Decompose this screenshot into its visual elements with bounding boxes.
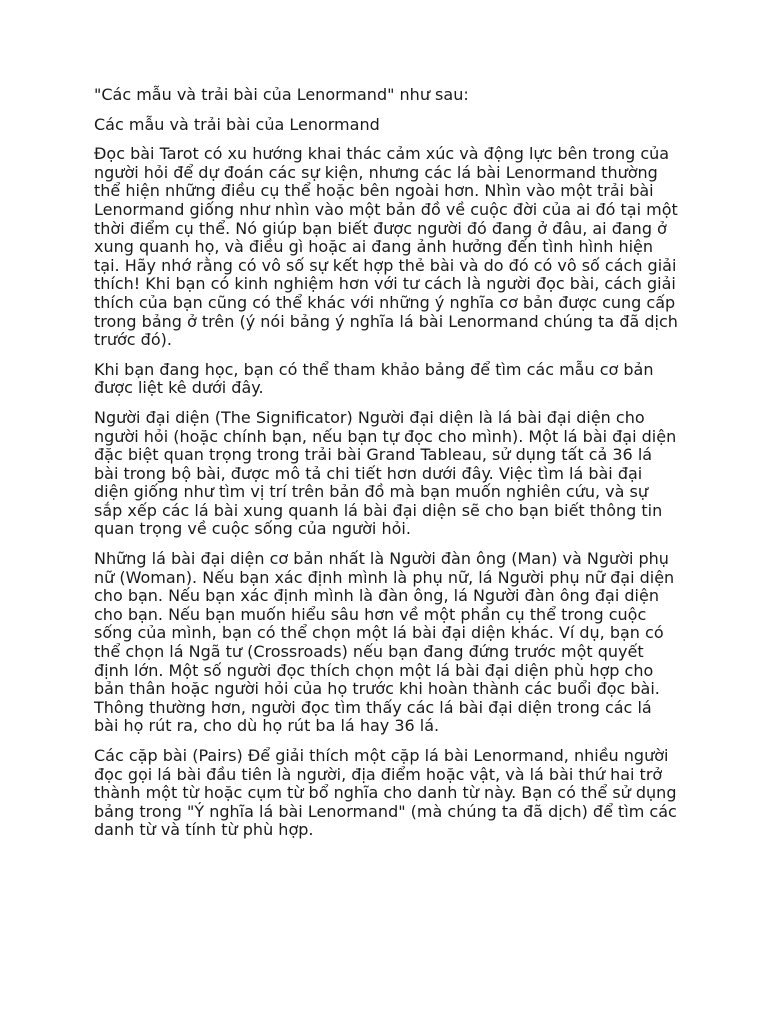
paragraph-basic-significators: Những lá bài đại diện cơ bản nhất là Người đàn ông (Man) và Người phụ nữ (Woman). Nếu bạn xác định mình là phụ nữ, lá Người phụ nữ đại diện cho bạn. Nếu bạn xác định mình là đàn ông, lá Người đàn ông đại diện cho bạn. Nếu bạn muốn hiểu sâu hơn về một phần cụ thể trong cuộc sống của mình, bạn có thể chọn một lá bài đại diện khác. Ví dụ, bạn có thể chọn lá Ngã tư (Crossroads) nếu bạn đang đứng trước một quyết định lớn. Một số người đọc thích chọn một lá bài đại diện phù hợp cho bản thân hoặc người hỏi của họ trước khi hoàn thành các buổi đọc bài. Thông thường hơn, người đọc tìm thấy các lá bài đại diện trong các lá bài họ rút ra, cho dù họ rút ba lá hay 36 lá. — [94, 549, 675, 736]
document-subheading: Các mẫu và trải bài của Lenormand — [94, 114, 380, 134]
document-heading: "Các mẫu và trải bài của Lenormand" như sau: — [94, 85, 469, 104]
paragraph-learning: Khi bạn đang học, bạn có thể tham khảo bảng để tìm các mẫu cơ bản được liệt kê dưới đây. — [94, 359, 654, 398]
paragraph-pairs: Các cặp bài (Pairs) Để giải thích một cặp lá bài Lenormand, nhiều người đọc gọi lá bài đầu tiên là người, địa điểm hoặc vật, và lá bài thứ hai trở thành một từ hoặc cụm từ bổ nghĩa cho danh từ này. Bạn có thể sử dụng bảng trong "Ý nghĩa lá bài Lenormand" (mà chúng ta đã dịch) để tìm các danh từ và tính từ phù hợp. — [94, 746, 677, 840]
paragraph-significator: Người đại diện (The Significator) Người đại diện là lá bài đại diện cho người hỏi (hoặc chính bạn, nếu bạn tự đọc cho mình). Một lá bài đại diện đặc biệt quan trọng trong trải bài Grand Tableau, sử dụng tất cả 36 lá bài trong bộ bài, được mô tả chi tiết hơn dưới đây. Việc tìm lá bài đại diện giống như tìm vị trí trên bản đồ mà bạn muốn nghiên cứu, và sự sắp xếp các lá bài xung quanh lá bài đại diện sẽ cho bạn biết thông tin quan trọng về cuộc sống của người hỏi. — [94, 407, 677, 539]
document-page — [94, 86, 680, 851]
paragraph-intro: Đọc bài Tarot có xu hướng khai thác cảm xúc và động lực bên trong của người hỏi để dự đoán các sự kiện, nhưng các lá bài Lenormand thường thể hiện những điều cụ thể hoặc bên ngoài hơn. Nhìn vào một trải bài Lenormand giống như nhìn vào một bản đồ về cuộc đời của ai đó tại một thời điểm cụ thể. Nó giúp bạn biết được người đó đang ở đâu, ai đang ở xung quanh họ, và điều gì hoặc ai đang ảnh hưởng đến tình hình hiện tại. Hãy nhớ rằng có vô số sự kết hợp thẻ bài và do đó có vô số cách giải thích! Khi bạn có kinh nghiệm hơn với tư cách là người đọc bài, cách giải thích của bạn cũng có thể khác với những ý nghĩa cơ bản được cung cấp trong bảng ở trên (ý nói bảng ý nghĩa lá bài Lenormand chúng ta đã dịch trước đó). — [94, 144, 678, 350]
